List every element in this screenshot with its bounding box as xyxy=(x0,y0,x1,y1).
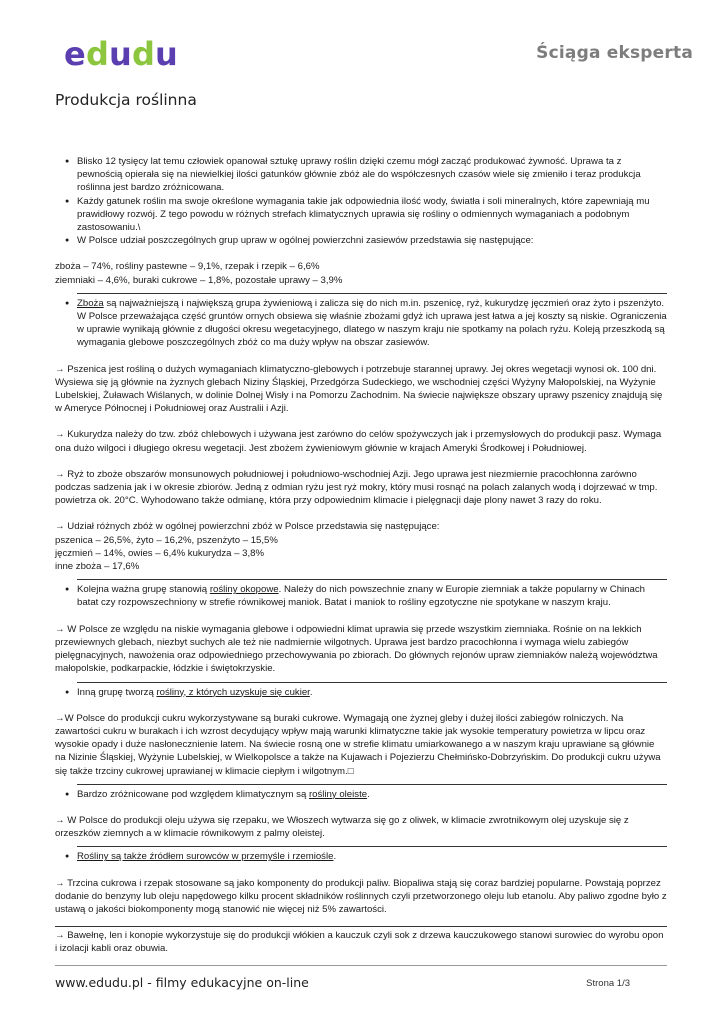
cereal-shares-line: jęczmień – 14%, owies – 6,4% kukurydza – 3,8% xyxy=(55,547,265,559)
svg-text:e: e xyxy=(64,36,85,73)
industry-link[interactable]: Rośliny są także źródłem surowców w przemyśle i rzemiośle xyxy=(77,851,334,863)
section-divider xyxy=(77,784,667,785)
cereals-link[interactable]: Zboża xyxy=(77,297,104,309)
rice-paragraph: → Ryż to zboże obszarów monsunowych południowej i południowo-wschodniej Azji. Jego uprawa jest niezmiernie pracochłonna zarówno podczas sadzenia jak i w okresie zbiorów. Jedną z odmian ryżu jest ryż mokry, który musi rosnąć na polach zalanych wodą i dojrzewać w tmp. powietrza ok. 20°C. Wyhodowano także odmianę, która przy odpowiednim klimacie i pielęgnacji daje plony nawet 3 razy do roku. xyxy=(55,468,658,507)
document-body xyxy=(55,155,667,956)
content-end-divider xyxy=(55,926,667,927)
svg-text:d: d xyxy=(86,36,108,73)
list-item-text: Inną grupę tworzą xyxy=(77,686,157,698)
edudu-logo[interactable] xyxy=(62,36,182,76)
list-item-text: . xyxy=(367,788,370,800)
list-item-text: . Należy do nich powszechnie znany w Europie ziemniak a także popularny w Chinach batat czy rozpowszechniony w strefie równikowej maniok. Batat i maniok to rośliny egzotyczne nie spotykane w naszym kraju. xyxy=(77,584,645,609)
list-item xyxy=(55,850,667,863)
oil-link[interactable]: rośliny oleiste xyxy=(308,788,368,800)
list-item xyxy=(55,583,667,609)
sugar-link[interactable]: rośliny, z których uzyskuje się cukier xyxy=(156,686,310,698)
corn-paragraph: → Kukurydza należy do tzw. zbóż chlebowych i używana jest zarówno do celów spożywczych jak i przemysłowych do produkcji pasz. Wymaga ona dużo wilgoci i długiego okresu wegetacji. Jest zbożem żywieniowym głównie w krajach Ameryki Środkowej i Południowej. xyxy=(55,429,662,454)
brand-tagline: Ściąga eksperta xyxy=(536,43,693,63)
list-item-text: są najważniejszą i największą grupa żywieniową i zalicza się do nich m.in. pszenicę, ryż, kukurydzę jęczmień oraz żyto i pszenżyto. W Polsce przeważająca część gruntów ornych obsiewa się właśnie zbożami gdyż ich uprawa jest łatwa a jej koszty są niskie. Ograniczenia w uprawie wynikają głównie z długości okresu wegetacyjnego, dlatego w naszym kraju nie spotkamy na polach ryżu. Koleją przeszkodą są wymagania glebowe poszczególnych zbóż co ma duży wpływ na obszar zasiewów. xyxy=(77,297,667,349)
fibers-paragraph: → Bawełnę, len i konopie wykorzystuje się do produkcji włókien a kauczuk czyli sok z drzewa kauczukowego stanowi surowiec do wyrobu opon i izolacji kabli oraz obuwia. xyxy=(55,930,664,955)
sugar-paragraph: →W Polsce do produkcji cukru wykorzystywane są buraki cukrowe. Wymagają one żyznej gleby i dużej ilości zabiegów rolniczych. Na zawartości cukru w burakach i ich wzrost decydujący wpływ mają warunki klimatyczne takie jak wysokie temperatury powietrza w lipcu oraz wysokie opady i duże nasłonecznienie latem. Na świecie rosną one w strefie klimatu umiarkowanego a w naszym kraju uprawiane są głównie na Nizinie Śląskiej, Wyżynie Lubelskiej, w Wielkopolsce a także na Kujawach i Pojezierzu Chełmińsko-Dobrzyńskim. Do produkcji cukru używa się także trzciny cukrowej uprawianej w klimacie ciepłym i wilgotnym.□ xyxy=(55,712,661,777)
tubers-link[interactable]: rośliny okopowe xyxy=(209,584,279,596)
section-divider xyxy=(77,293,667,294)
page-number: Strona 1/3 xyxy=(586,978,630,989)
section-divider xyxy=(77,579,667,580)
oil-paragraph: → W Polsce do produkcji oleju używa się rzepaku, we Włoszech wytwarza się go z oliwek, w klimacie zwrotnikowym olej uzyskuje się z orzeszków ziemnych a w klimacie równikowym z palmy oleistej. xyxy=(55,814,629,840)
svg-text:u: u xyxy=(109,36,131,73)
section-divider xyxy=(77,682,667,683)
biofuel-paragraph: → Trzcina cukrowa i rzepak stosowane są jako komponenty do produkcji paliw. Biopaliwa stają się coraz bardziej popularne. Powstają poprzez dodanie do benzyny lub oleju napędowego kilku procent składników roślinnych czyli przetworzonego oleju lub etanolu. Aby paliwo zgodne było z ustawą o jakości biokomponenty mogą stanowić nie więcej niż 5% zawartości. xyxy=(55,877,667,915)
svg-text:u: u xyxy=(155,36,177,73)
list-item xyxy=(55,297,667,350)
list-item xyxy=(55,788,667,801)
cereal-shares-line: inne zboża – 17,6% xyxy=(55,561,140,573)
wheat-paragraph: → Pszenica jest rośliną o dużych wymaganiach klimatyczno-glebowych i potrzebuje starannej uprawy. Jej okres wegetacji wynosi ok. 100 dni. Wysiewa się ją głównie na żyznych glebach Niziny Śląskiej, Przedgórza Sudeckiego, we wschodniej części Wyżyny Małopolskiej, na Wyżynie Lubelskiej, Żuławach Wiślanych, w dolinie Dolnej Wisły i na Pomorzu Zachodnim. Na świecie największe obszary uprawy pszenicy znajdują się w Ameryce Północnej i Południowej oraz Australii i Azji. xyxy=(55,363,663,415)
svg-text:d: d xyxy=(132,36,154,73)
oil-list xyxy=(55,788,667,801)
sugar-list xyxy=(55,686,667,699)
section-divider xyxy=(77,846,667,847)
cereal-shares-line: → Udział różnych zbóż w ogólnej powierzchni zbóż w Polsce przedstawia się następujące: xyxy=(55,521,440,533)
cereals-list xyxy=(55,297,667,350)
edudu-logo-graphic xyxy=(62,36,182,76)
intro-list xyxy=(55,155,667,247)
list-item: ● Każdy gatunek roślin ma swoje określone wymagania takie jak odpowiednia ilość wody, światła i soli mineralnych, które zapewniają mu prawidłowy rozwój. Z tego powodu w różnych strefach klimatycznych uprawia się rośliny o odmiennych wymaganiach a podobnym zastosowaniu.\ xyxy=(55,195,667,235)
list-item: ● W Polsce udział poszczególnych grup upraw w ogólnej powierzchni zasiewów przedstawia się następujące: xyxy=(55,234,667,247)
list-item-text: . xyxy=(309,686,313,698)
footer-site-link[interactable]: www.edudu.pl - filmy edukacyjne on-line xyxy=(55,975,309,990)
footer-divider xyxy=(55,965,667,966)
list-item xyxy=(55,686,667,699)
potato-paragraph: → W Polsce ze względu na niskie wymagania glebowe i odpowiedni klimat uprawia się przede wszystkim ziemniaka. Rośnie on na lekkich przewiewnych glebach, niezbyt suchych ale też nie nadmiernie wilgotnych. Uprawa jest bardzo pracochłonna i wymaga wielu zabiegów pielęgnacyjnych, nawożenia oraz odpowiedniego przechowywania po zbiorach. Do głównych rejonów upraw ziemniaków należą województwa małopolskie, podkarpackie, łódzkie i świętokrzyskie. xyxy=(55,623,658,675)
shares-line: zboża – 74%, rośliny pastewne – 9,1%, rzepak i rzepik – 6,6% xyxy=(55,261,320,273)
page-title: Produkcja roślinna xyxy=(55,91,197,109)
list-item-text: Bardzo zróżnicowane pod względem klimatycznym są xyxy=(77,788,309,800)
tubers-list xyxy=(55,583,667,609)
cereal-shares-line: pszenica – 26,5%, żyto – 16,2%, pszenżyto – 15,5% xyxy=(55,534,278,546)
list-item: ● Blisko 12 tysięcy lat temu człowiek opanował sztukę uprawy roślin dzięki czemu mógł zacząć produkować żywność. Uprawa ta z pewnością opierała się na niewielkiej ilości gatunków głównie zbóż ale do współczesnych czasów wiele się zmieniło i teraz produkcja roślinna jest bardzo zróżnicowana. xyxy=(55,155,667,195)
list-item-text: Kolejna ważna grupę stanowią xyxy=(77,584,210,596)
list-item-text: . xyxy=(333,851,337,863)
shares-line: ziemniaki – 4,6%, buraki cukrowe – 1,8%, pozostałe uprawy – 3,9% xyxy=(55,274,343,286)
industry-list xyxy=(55,850,667,863)
